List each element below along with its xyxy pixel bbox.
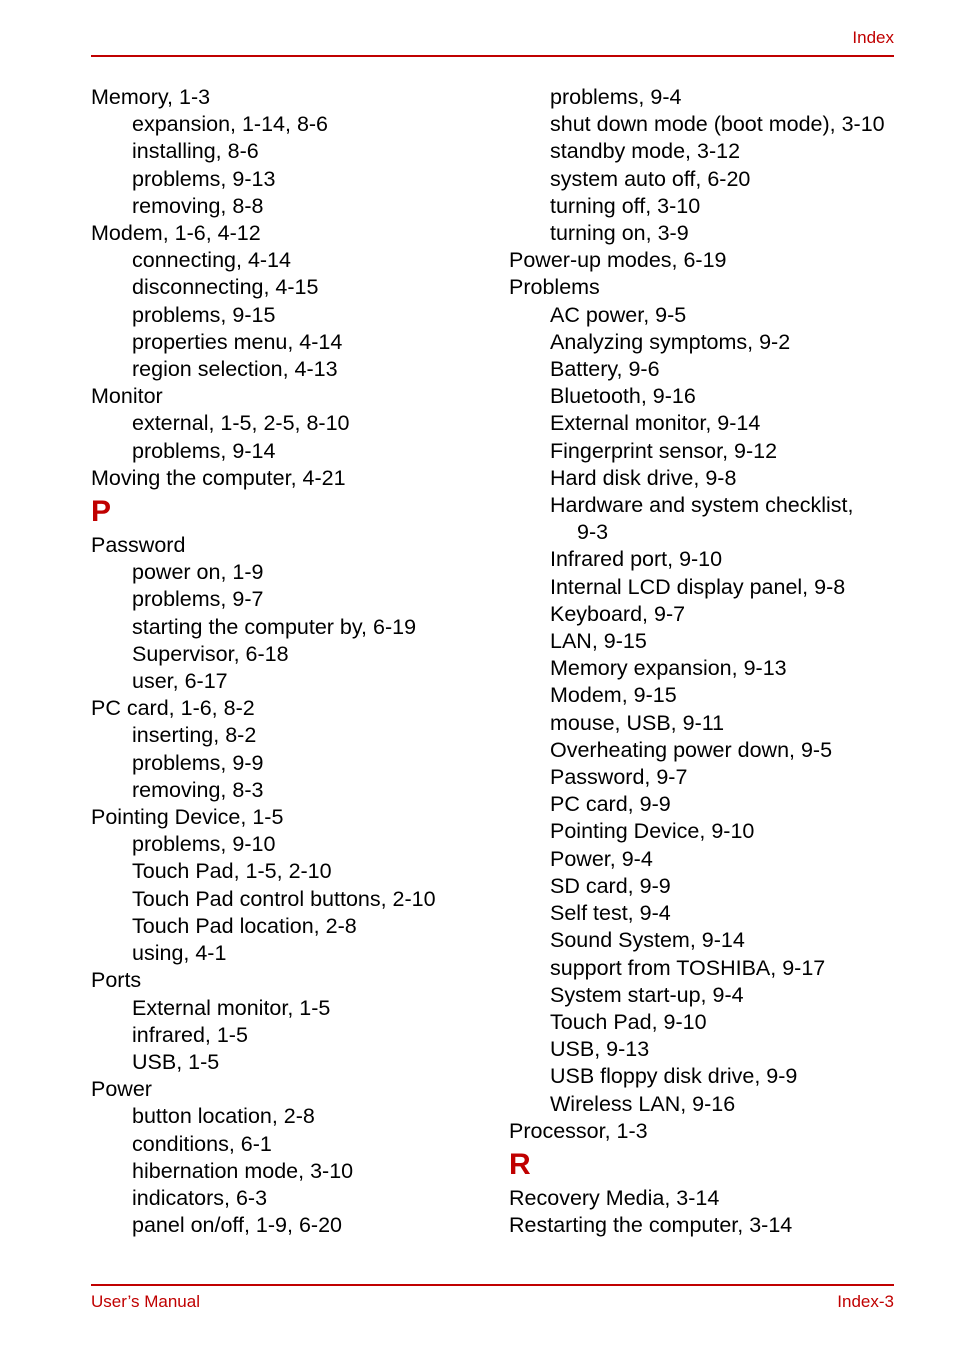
index-subentry: SD card, 9-9 — [550, 873, 671, 898]
index-subentry: panel on/off, 1-9, 6-20 — [132, 1213, 342, 1238]
index-subentry: turning off, 3-10 — [550, 193, 701, 218]
index-subentry: Analyzing symptoms, 9-2 — [550, 329, 791, 354]
index-subentry: Password, 9-7 — [550, 765, 688, 790]
index-entry: Recovery Media, 3-14 — [509, 1185, 720, 1210]
index-subentry: system auto off, 6-20 — [550, 166, 751, 191]
index-subentry: Memory expansion, 9-13 — [550, 656, 787, 681]
index-subentry: disconnecting, 4-15 — [132, 275, 319, 300]
header-title: Index — [852, 28, 894, 47]
index-entry: Power — [91, 1077, 152, 1102]
index-subentry-continuation: 9-3 — [577, 520, 609, 545]
index-subentry: button location, 2-8 — [132, 1104, 315, 1129]
index-entry: Monitor — [91, 384, 163, 409]
index-subentry: Hardware and system checklist, — [550, 493, 854, 518]
index-subentry: power on, 1-9 — [132, 560, 264, 585]
index-subentry: problems, 9-10 — [132, 832, 276, 857]
index-section-letter: R — [509, 1147, 531, 1181]
index-subentry: connecting, 4-14 — [132, 248, 291, 273]
index-subentry: Infrared port, 9-10 — [550, 547, 723, 572]
index-entry: Ports — [91, 968, 142, 993]
index-subentry: Keyboard, 9-7 — [550, 601, 686, 626]
index-entry: Pointing Device, 1-5 — [91, 805, 284, 830]
footer-page-number: Index-3 — [837, 1292, 894, 1311]
index-entry: Restarting the computer, 3-14 — [509, 1213, 793, 1238]
index-subentry: Internal LCD display panel, 9-8 — [550, 574, 846, 599]
index-subentry: Fingerprint sensor, 9-12 — [550, 438, 778, 463]
index-subentry: Battery, 9-6 — [550, 357, 660, 382]
index-subentry: shut down mode (boot mode), 3-10 — [550, 112, 885, 137]
index-subentry: Touch Pad location, 2-8 — [132, 913, 357, 938]
index-subentry: properties menu, 4-14 — [132, 329, 343, 354]
index-subentry: USB floppy disk drive, 9-9 — [550, 1064, 798, 1089]
index-subentry: LAN, 9-15 — [550, 629, 647, 654]
index-subentry: user, 6-17 — [132, 669, 228, 694]
index-entry: Power-up modes, 6-19 — [509, 248, 727, 273]
index-subentry: Modem, 9-15 — [550, 683, 677, 708]
index-subentry: Overheating power down, 9-5 — [550, 737, 833, 762]
index-subentry: External monitor, 1-5 — [132, 995, 331, 1020]
index-column-right — [509, 84, 909, 1239]
index-subentry: hibernation mode, 3-10 — [132, 1158, 354, 1183]
index-subentry: Sound System, 9-14 — [550, 928, 745, 953]
index-subentry: region selection, 4-13 — [132, 357, 338, 382]
index-entry: Modem, 1-6, 4-12 — [91, 221, 261, 246]
index-subentry: USB, 1-5 — [132, 1049, 220, 1074]
index-entry: PC card, 1-6, 8-2 — [91, 696, 255, 721]
index-subentry: Power, 9-4 — [550, 846, 653, 871]
index-subentry: Touch Pad control buttons, 2-10 — [132, 886, 436, 911]
index-subentry: problems, 9-14 — [132, 438, 276, 463]
index-subentry: External monitor, 9-14 — [550, 411, 761, 436]
index-subentry: using, 4-1 — [132, 941, 227, 966]
index-subentry: problems, 9-15 — [132, 302, 276, 327]
index-subentry: installing, 8-6 — [132, 139, 259, 164]
index-subentry: Pointing Device, 9-10 — [550, 819, 755, 844]
index-subentry: Bluetooth, 9-16 — [550, 384, 696, 409]
index-subentry: problems, 9-7 — [132, 587, 264, 612]
index-section-letter: P — [91, 495, 112, 529]
index-subentry: problems, 9-9 — [132, 750, 264, 775]
index-subentry: System start-up, 9-4 — [550, 982, 744, 1007]
index-entry: Moving the computer, 4-21 — [91, 465, 346, 490]
index-subentry: PC card, 9-9 — [550, 792, 671, 817]
index-subentry: turning on, 3-9 — [550, 221, 689, 246]
index-entry: Memory, 1-3 — [91, 85, 211, 109]
index-subentry: conditions, 6-1 — [132, 1131, 272, 1156]
index-subentry: removing, 8-3 — [132, 777, 264, 802]
index-subentry: problems, 9-4 — [550, 85, 682, 109]
index-subentry: indicators, 6-3 — [132, 1185, 268, 1210]
index-entry: Password — [91, 533, 186, 558]
index-subentry: inserting, 8-2 — [132, 723, 257, 748]
index-subentry: mouse, USB, 9-11 — [550, 710, 725, 735]
index-subentry: USB, 9-13 — [550, 1037, 650, 1062]
index-subentry: problems, 9-13 — [132, 166, 276, 191]
index-entry: Problems — [509, 275, 600, 300]
footer-rule — [91, 1284, 894, 1286]
index-subentry: Self test, 9-4 — [550, 901, 671, 926]
index-subentry: AC power, 9-5 — [550, 302, 687, 327]
index-subentry: Supervisor, 6-18 — [132, 641, 289, 666]
footer-manual-title: User’s Manual — [91, 1292, 200, 1311]
index-subentry: Touch Pad, 1-5, 2-10 — [132, 859, 332, 884]
index-subentry: external, 1-5, 2-5, 8-10 — [132, 411, 350, 436]
index-subentry: infrared, 1-5 — [132, 1022, 248, 1047]
header-rule — [91, 55, 894, 57]
index-column-left — [91, 84, 511, 1239]
index-subentry: Hard disk drive, 9-8 — [550, 465, 737, 490]
index-entry: Processor, 1-3 — [509, 1118, 648, 1143]
index-subentry: removing, 8-8 — [132, 193, 264, 218]
index-subentry: Wireless LAN, 9-16 — [550, 1091, 736, 1116]
index-subentry: expansion, 1-14, 8-6 — [132, 112, 329, 137]
index-subentry: support from TOSHIBA, 9-17 — [550, 955, 826, 980]
index-subentry: Touch Pad, 9-10 — [550, 1009, 707, 1034]
index-subentry: starting the computer by, 6-19 — [132, 614, 417, 639]
index-subentry: standby mode, 3-12 — [550, 139, 741, 164]
